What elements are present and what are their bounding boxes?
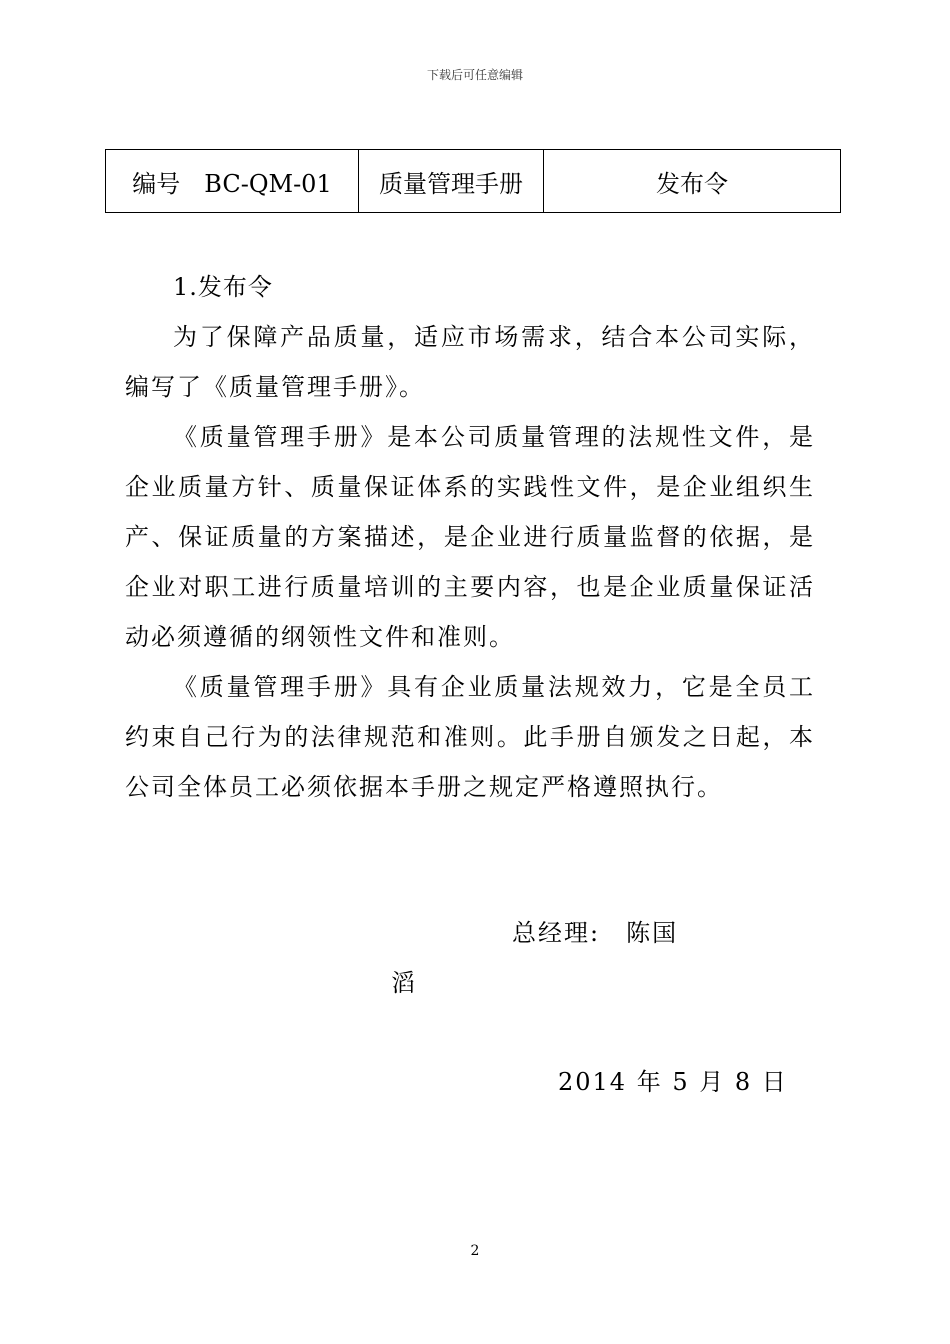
section-heading: 1.发布令 — [173, 273, 273, 301]
signature-name-continuation: 滔 — [391, 969, 415, 997]
page-number: 2 — [470, 1243, 480, 1259]
signature-line: 总经理: 陈国 — [512, 919, 679, 947]
document-body — [125, 262, 815, 812]
paragraph-2: 《质量管理手册》是本公司质量管理的法规性文件，是企业质量方针、质量保证体系的实践性文件，是企业组织生产、保证质量的方案描述，是企业进行质量监督的依据，是企业对职工进行质量培训的主要内容，也是企业质量保证活动必须遵循的纲领性文件和准则。 — [125, 423, 815, 651]
paragraph-3: 《质量管理手册》具有企业质量法规效力，它是全员工约束自己行为的法律规范和准则。此手册自颁发之日起，本公司全体员工必须依据本手册之规定严格遵照执行。 — [125, 673, 815, 801]
paragraph-1: 为了保障产品质量，适应市场需求，结合本公司实际，编写了《质量管理手册》。 — [125, 323, 815, 401]
document-header-table — [105, 149, 841, 213]
header-note: 下载后可任意编辑 — [426, 68, 523, 82]
document-number: 编号 BC-QM-01 — [106, 150, 359, 213]
section-title: 发布令 — [544, 150, 841, 213]
issue-date: 2014 年 5 月 8 日 — [558, 1068, 788, 1096]
manual-title: 质量管理手册 — [359, 150, 544, 213]
